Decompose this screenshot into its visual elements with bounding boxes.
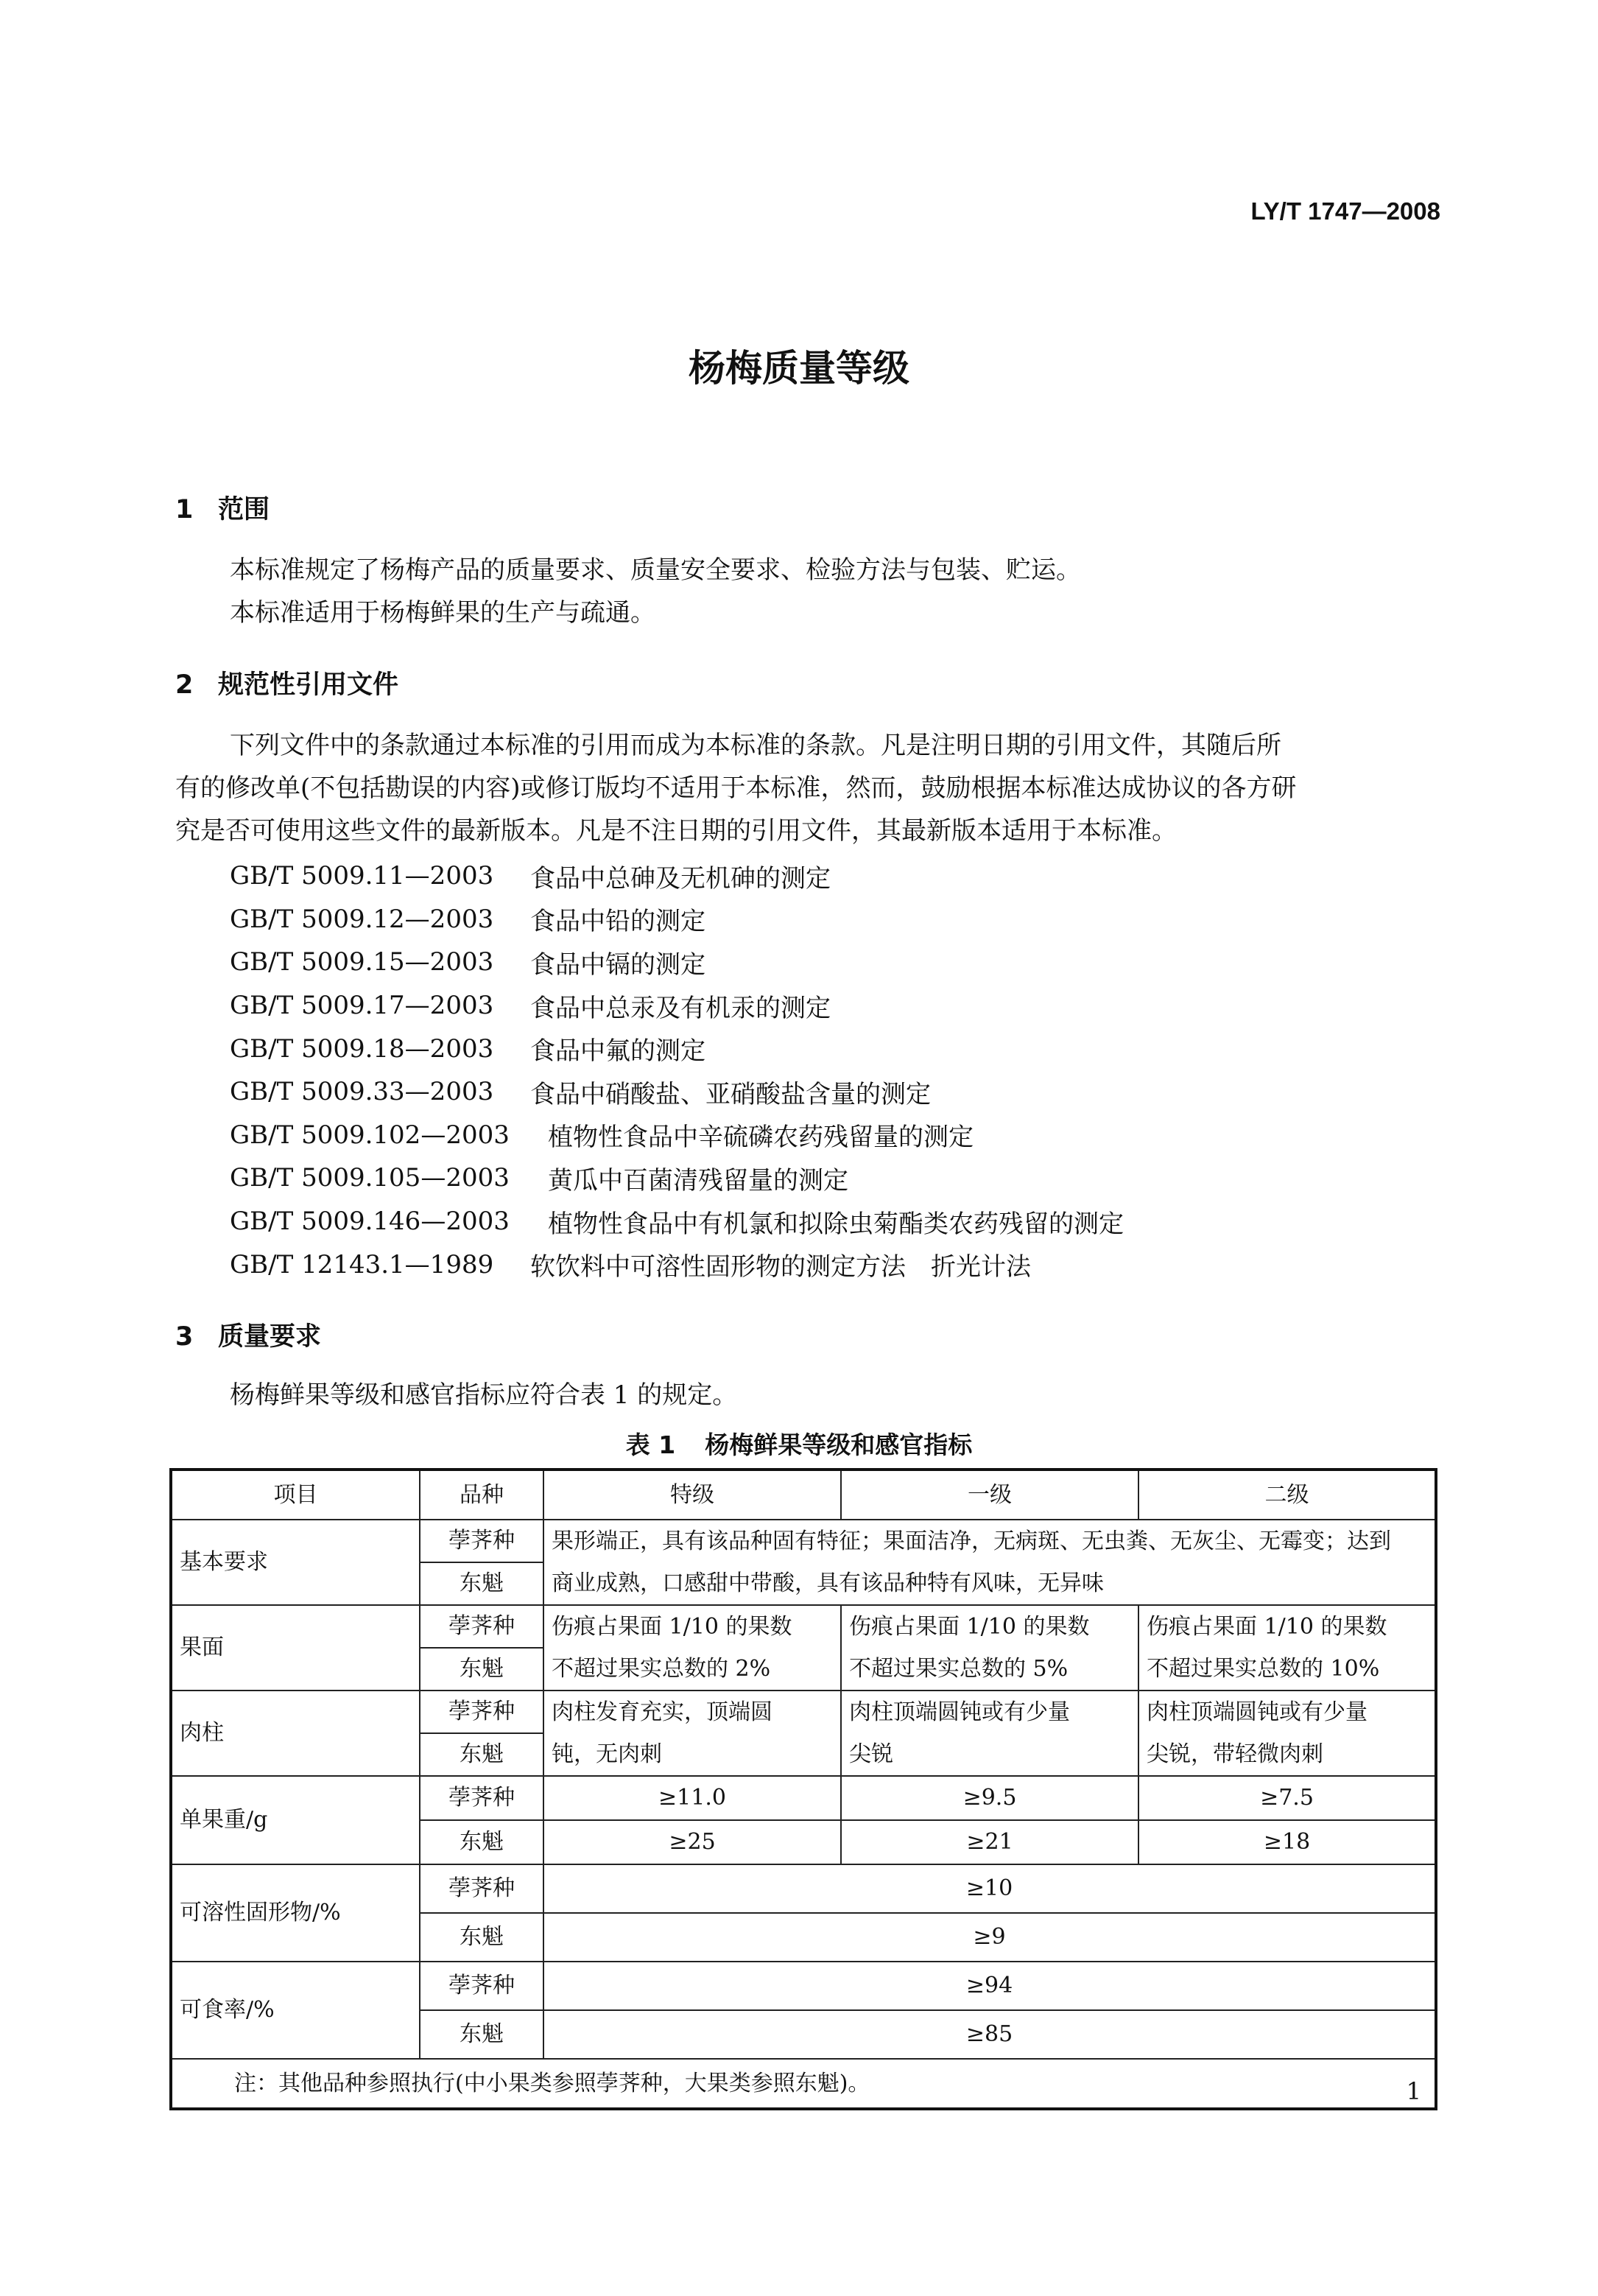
- section-3-body: [230, 1374, 737, 1416]
- value-cell: 肉柱发育充实，顶端圆: [543, 1691, 841, 1733]
- value-cell: 肉柱顶端圆钝或有少量: [841, 1691, 1138, 1733]
- value-cell: 尖锐，带轻微肉刺: [1138, 1733, 1436, 1776]
- value-cell: ≥9.5: [841, 1776, 1138, 1820]
- reference-name: 食品中镉的测定: [530, 949, 705, 980]
- table-note: 注：其他品种参照执行(中小果类参照荸荠种，大果类参照东魁)。: [171, 2059, 1436, 2109]
- intro-line: 下列文件中的条款通过本标准的引用而成为本标准的条款。凡是注明日期的引用文件，其随后所: [230, 731, 1281, 760]
- variety-cell: 荸荠种: [420, 1776, 543, 1820]
- variety-cell: 东魁: [420, 2010, 543, 2059]
- variety-cell: 荸荠种: [420, 1962, 543, 2010]
- reference-code: GB/T 5009.17—2003: [230, 991, 494, 1021]
- paragraph: 本标准规定了杨梅产品的质量要求、质量安全要求、检验方法与包装、贮运。: [230, 555, 1081, 585]
- section-number: 2: [175, 670, 194, 700]
- reference-name: 食品中铅的测定: [530, 907, 705, 937]
- reference-code: GB/T 5009.105—2003: [230, 1163, 510, 1193]
- variety-cell: 荸荠种: [420, 1520, 543, 1562]
- table-note-row: [171, 2059, 1436, 2109]
- standard-code: LY/T 1747—2008: [1250, 197, 1440, 225]
- section-1-body: [230, 549, 1081, 634]
- header-cell: 一级: [841, 1470, 1138, 1520]
- variety-cell: 东魁: [420, 1733, 543, 1776]
- table-row: [171, 1864, 1436, 1913]
- table-caption-number: 表 1: [625, 1430, 676, 1459]
- reference-list: [230, 854, 1124, 1286]
- paragraph: 杨梅鲜果等级和感官指标应符合表 1 的规定。: [230, 1380, 738, 1410]
- reference-item: [230, 984, 1124, 1028]
- value-cell: 不超过果实总数的 5%: [841, 1648, 1138, 1691]
- reference-name: 食品中总砷及无机砷的测定: [530, 863, 831, 894]
- reference-name: 食品中氟的测定: [530, 1036, 705, 1067]
- value-cell: 不超过果实总数的 2%: [543, 1648, 841, 1691]
- reference-code: GB/T 5009.11—2003: [230, 861, 494, 891]
- reference-code: GB/T 12143.1—1989: [230, 1249, 494, 1279]
- variety-cell: 东魁: [420, 1562, 543, 1605]
- reference-code: GB/T 5009.15—2003: [230, 947, 494, 977]
- value-cell: ≥7.5: [1138, 1776, 1436, 1820]
- value-cell: ≥94: [543, 1962, 1436, 2010]
- reference-name: 植物性食品中辛硫磷农药残留量的测定: [548, 1123, 974, 1153]
- reference-name: 食品中硝酸盐、亚硝酸盐含量的测定: [530, 1079, 931, 1109]
- item-cell: 可食率/%: [171, 1962, 420, 2059]
- reference-item: [230, 1200, 1124, 1243]
- reference-code: GB/T 5009.102—2003: [230, 1120, 510, 1150]
- item-cell: 单果重/g: [171, 1776, 420, 1864]
- value-cell: 钝，无肉刺: [543, 1733, 841, 1776]
- reference-name: 软饮料中可溶性固形物的测定方法 折光计法: [530, 1252, 1031, 1282]
- value-cell: ≥10: [543, 1864, 1436, 1913]
- table-row: [171, 1776, 1436, 1820]
- section-number: 1: [175, 495, 194, 524]
- reference-item: [230, 941, 1124, 984]
- reference-item: [230, 898, 1124, 941]
- document-title: 杨梅质量等级: [689, 347, 909, 390]
- reference-name: 食品中总汞及有机汞的测定: [530, 993, 831, 1023]
- reference-item: [230, 1156, 1124, 1200]
- item-cell: 果面: [171, 1605, 420, 1691]
- value-cell: ≥85: [543, 2010, 1436, 2059]
- value-cell: 尖锐: [841, 1733, 1138, 1776]
- section-2-heading: [175, 664, 398, 701]
- section-number: 3: [175, 1322, 194, 1352]
- paragraph: 本标准适用于杨梅鲜果的生产与疏通。: [230, 598, 655, 628]
- header-cell: 项目: [171, 1470, 420, 1520]
- section-3-heading: [175, 1316, 321, 1353]
- item-cell: 肉柱: [171, 1691, 420, 1776]
- reference-name: 黄瓜中百菌清残留量的测定: [548, 1165, 848, 1196]
- section-title: 质量要求: [218, 1322, 322, 1352]
- section-title: 范围: [218, 495, 270, 524]
- variety-cell: 荸荠种: [420, 1605, 543, 1648]
- value-cell: ≥25: [543, 1820, 841, 1864]
- section-2-intro: [175, 724, 1436, 852]
- reference-code: GB/T 5009.146—2003: [230, 1207, 510, 1237]
- variety-cell: 东魁: [420, 1648, 543, 1691]
- reference-item: [230, 1243, 1124, 1286]
- header-cell: 二级: [1138, 1470, 1436, 1520]
- value-cell: 商业成熟，口感甜中带酸，具有该品种特有风味，无异味: [543, 1562, 1436, 1605]
- item-cell: 基本要求: [171, 1520, 420, 1605]
- value-cell: 伤痕占果面 1/10 的果数: [841, 1605, 1138, 1648]
- variety-cell: 荸荠种: [420, 1864, 543, 1913]
- reference-code: GB/T 5009.33—2003: [230, 1077, 494, 1107]
- value-cell: ≥18: [1138, 1820, 1436, 1864]
- table-caption: [0, 1426, 1598, 1461]
- value-cell: 果形端正，具有该品种固有特征；果面洁净，无病斑、无虫粪、无灰尘、无霉变；达到: [543, 1520, 1436, 1562]
- table-row: [171, 1520, 1436, 1562]
- section-title: 规范性引用文件: [218, 670, 399, 700]
- variety-cell: 荸荠种: [420, 1691, 543, 1733]
- reference-item: [230, 1027, 1124, 1070]
- value-cell: ≥9: [543, 1913, 1436, 1962]
- header-cell: 特级: [543, 1470, 841, 1520]
- page-number: 1: [1406, 2077, 1421, 2105]
- value-cell: 不超过果实总数的 10%: [1138, 1648, 1436, 1691]
- variety-cell: 东魁: [420, 1913, 543, 1962]
- table-caption-title: 杨梅鲜果等级和感官指标: [705, 1430, 973, 1459]
- value-cell: ≥11.0: [543, 1776, 841, 1820]
- value-cell: 肉柱顶端圆钝或有少量: [1138, 1691, 1436, 1733]
- variety-cell: 东魁: [420, 1820, 543, 1864]
- value-cell: 伤痕占果面 1/10 的果数: [1138, 1605, 1436, 1648]
- section-1-heading: [175, 489, 270, 526]
- table-header-row: [171, 1470, 1436, 1520]
- item-cell: 可溶性固形物/%: [171, 1864, 420, 1962]
- table-row: [171, 1962, 1436, 2010]
- table-row: [171, 1605, 1436, 1648]
- grade-table: [169, 1468, 1437, 2110]
- reference-item: [230, 1114, 1124, 1157]
- reference-name: 植物性食品中有机氯和拟除虫菊酯类农药残留的测定: [548, 1209, 1124, 1239]
- reference-item: [230, 854, 1124, 898]
- header-cell: 品种: [420, 1470, 543, 1520]
- intro-line: 有的修改单(不包括勘误的内容)或修订版均不适用于本标准，然而，鼓励根据本标准达成协议的各方研: [175, 773, 1297, 803]
- reference-item: [230, 1070, 1124, 1114]
- value-cell: ≥21: [841, 1820, 1138, 1864]
- reference-code: GB/T 5009.18—2003: [230, 1033, 494, 1064]
- value-cell: 伤痕占果面 1/10 的果数: [543, 1605, 841, 1648]
- reference-code: GB/T 5009.12—2003: [230, 904, 494, 934]
- table-row: [171, 1691, 1436, 1733]
- intro-line: 究是否可使用这些文件的最新版本。凡是不注日期的引用文件，其最新版本适用于本标准。: [175, 816, 1177, 846]
